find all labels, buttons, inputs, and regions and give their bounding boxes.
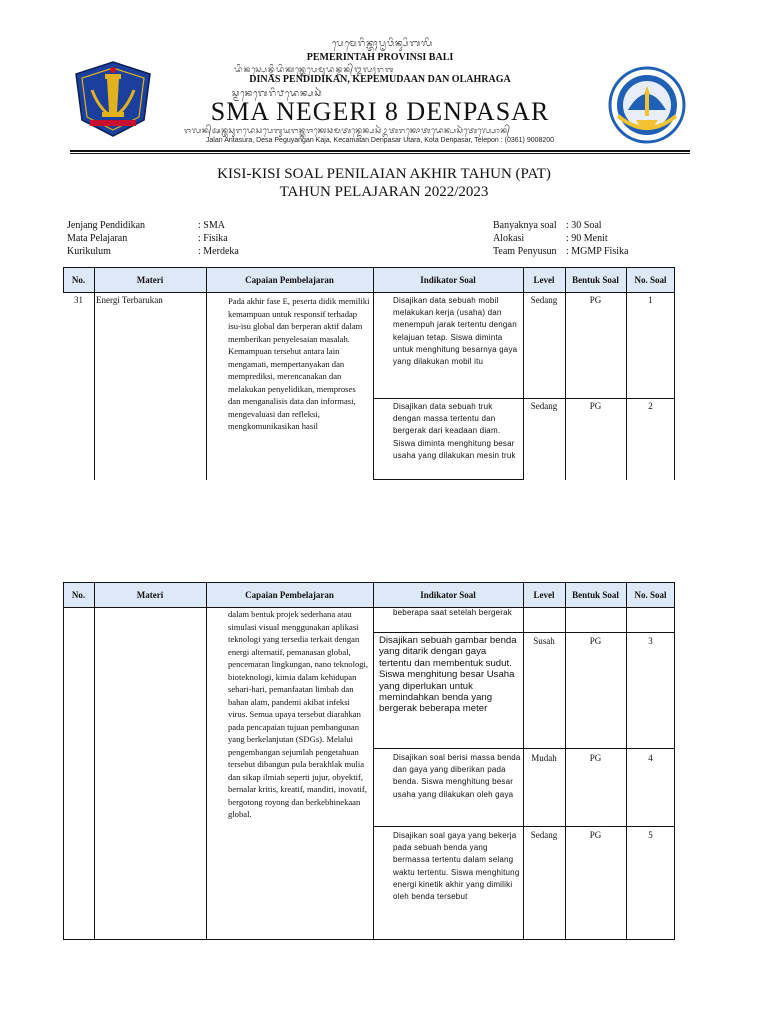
header-bentuk: Bentuk Soal bbox=[572, 589, 619, 600]
indikator-cell-3: Disajikan sebuah gambar benda yang ditarik dengan gaya tertentu dan membentuk sudut. Siswa menghitung besar Usaha yang diperlukan untuk memindahkan benda yang bergerak beberapa meter bbox=[379, 635, 517, 715]
grid-line bbox=[626, 267, 627, 480]
no-soal-cell-5: 5 bbox=[648, 830, 653, 840]
level-cell-5: Sedang bbox=[530, 830, 558, 840]
grid-line bbox=[94, 267, 95, 480]
indikator-cell-2: Disajikan data sebuah truk dengan massa tertentu dan bergerak dari keadaan diam. Siswa diminta menghitung besar usaha yang dilakukan mesin truk bbox=[393, 402, 516, 460]
meta-banyak-label: Banyaknya soal bbox=[493, 220, 557, 231]
balinese-script-line-2: ᬤᬶᬦᬲ᭄ᬧᬾᬦ᭄ᬤᬶᬤᬶᬓᬦ᭄ᬓᬾᬧᬾᬫᬸᬤᬦ᭄ᬤᬦ᭄ᬑᬮᬄᬭᬕ bbox=[234, 65, 395, 74]
level-cell-4: Mudah bbox=[531, 753, 557, 763]
capaian-cell: Pada akhir fase E, peserta didik memiliki kemampuan untuk responsif terhadap isu-isu global dan berperan aktif dalam memberikan penyelesaian masalah. Kemampuan tersebut antara lain mengamati, mempertanyakan dan memprediksi, merencanakan dan melakukan penyelidikan, memproses dan menganalisis data dan informasi, mengevaluasi dan refleksi, mengkomunikasikan hasil bbox=[228, 296, 370, 431]
grid-line bbox=[523, 267, 524, 480]
header-materi: Materi bbox=[136, 589, 164, 600]
agency-name: DINAS PENDIDIKAN, KEPEMUDAAN DAN OLAHRAGA bbox=[249, 74, 511, 85]
bentuk-cell-3: PG bbox=[589, 636, 602, 646]
grid-line bbox=[63, 582, 675, 583]
meta-team-value: : MGMP Fisika bbox=[566, 246, 629, 257]
kisi-kisi-table-1 bbox=[63, 267, 675, 480]
document-title: KISI-KISI SOAL PENILAIAN AKHIR TAHUN (PAT) bbox=[217, 166, 551, 182]
indikator-cell-1: Disajikan data sebuah mobil melakukan kerja (usaha) dan menempuh jarak tertentu dengan kelajuan tetap. Siswa diminta untuk menghitung besarnya gaya yang dilakukan mobil itu bbox=[393, 296, 518, 367]
header-indikator: Indikator Soal bbox=[420, 589, 476, 600]
indikator-cell-4: Disajikan soal berisi massa benda dan gaya yang diberikan pada benda. Siswa menghitung besar usaha yang dilakukan oleh gaya bbox=[393, 753, 521, 799]
capaian-cell: dalam bentuk projek sederhana atau simulasi visual menggunakan aplikasi teknologi yang tersedia terkait dengan energi alternatif, pemanasan global, pencemaran lingkungan, nano teknologi, bioteknologi, kimia dalam kehidupan sehari-hari, pemanfaatan limbah dan bahan alam, pandemi akibat infeksi virus. Semua upaya tersebut diarahkan pada pencapaian tujuan pembangunan yang berkelanjutan (SDGs). Melalui pengembangan sejumlah pengetahuan tersebut dibangun pula berakhlak mulia dan sikap ilmiah seperti jujur, obyektif, bernalar kritis, kreatif, mandiri, inovatif, bergotong royong dan berkebhinekaan global. bbox=[228, 609, 369, 819]
grid-line bbox=[626, 582, 627, 940]
grid-line bbox=[674, 582, 675, 940]
grid-line bbox=[565, 582, 566, 940]
header-level: Level bbox=[533, 589, 555, 600]
bentuk-cell-4: PG bbox=[589, 753, 602, 763]
header-capaian: Capaian Pembelajaran bbox=[245, 274, 334, 285]
school-name: SMA NEGERI 8 DENPASAR bbox=[210, 97, 550, 126]
header-no: No. bbox=[71, 274, 86, 285]
document-subtitle: TAHUN PELAJARAN 2022/2023 bbox=[279, 184, 489, 200]
grid-line bbox=[373, 632, 675, 633]
no-soal-cell-1: 1 bbox=[648, 295, 653, 305]
meta-banyak-value: : 30 Soal bbox=[566, 220, 602, 231]
grid-line bbox=[206, 582, 207, 940]
grid-line bbox=[523, 582, 524, 940]
header-level: Level bbox=[533, 274, 555, 285]
materi-cell: Energi Terbarukan bbox=[96, 295, 163, 305]
meta-jenjang-value: : SMA bbox=[198, 220, 225, 231]
letterhead-divider-thin bbox=[70, 153, 690, 154]
grid-line bbox=[565, 267, 566, 480]
grid-line bbox=[63, 939, 675, 940]
bentuk-cell-2: PG bbox=[589, 401, 602, 411]
grid-line bbox=[206, 267, 207, 480]
grid-line bbox=[373, 582, 374, 940]
no-soal-cell-3: 3 bbox=[648, 636, 653, 646]
header-materi: Materi bbox=[136, 274, 164, 285]
meta-jenjang-label: Jenjang Pendidikan bbox=[67, 220, 146, 231]
grid-line bbox=[373, 748, 675, 749]
level-cell-2: Sedang bbox=[530, 401, 558, 411]
letterhead-divider bbox=[70, 150, 690, 152]
meta-kurikulum-label: Kurikulum bbox=[67, 246, 111, 257]
balinese-script-line-3: ᬲ᭄ᬫᬦᬾᬕᬾᬭᬶ᭘ᬤᬾᬦ᭄ᬧᬲᬃ bbox=[232, 89, 323, 99]
meta-mapel-label: Mata Pelajaran bbox=[67, 233, 128, 244]
grid-line bbox=[63, 267, 675, 268]
indikator-continued-cell: beberapa saat setelah bergerak bbox=[393, 608, 512, 617]
grid-line bbox=[373, 267, 374, 480]
header-no-soal: No. Soal bbox=[634, 274, 667, 285]
school-address: Jalan Antasura, Desa Peguyangan Kaja, Kecamatan Denpasar Utara, Kota Denpasar, Telepon : (0361) 9008200 bbox=[205, 137, 555, 144]
header-capaian: Capaian Pembelajaran bbox=[245, 589, 334, 600]
bali-province-emblem-icon bbox=[72, 60, 154, 138]
header-no: No. bbox=[71, 589, 86, 600]
bentuk-cell-1: PG bbox=[589, 295, 602, 305]
grid-line bbox=[94, 582, 95, 940]
meta-alokasi-label: Alokasi bbox=[493, 233, 525, 244]
indikator-cell-5: Disajikan soal gaya yang bekerja pada sebuah benda yang bermassa tertentu dalam selang waktu tertentu. Siswa menghitung energi kinetik akhir yang dimiliki oleh benda tersebut bbox=[393, 831, 520, 902]
grid-line bbox=[63, 292, 675, 293]
header-indikator: Indikator Soal bbox=[420, 274, 476, 285]
grid-line bbox=[63, 267, 64, 292]
meta-kurikulum-value: : Merdeka bbox=[198, 246, 239, 257]
bentuk-cell-5: PG bbox=[589, 830, 602, 840]
balinese-script-line-4: ᬚᬮᬦ᭄ᬅᬦ᭄ᬢᬲᬸᬭᬤᬾᬲᬧᬾᬕᬸᬬᬗᬦ᭄ᬓᬚᬓᬾᬘᬫᬢᬦ᭄ᬤᬾᬦ᭄ᬧᬲᬃᬉᬢᬭᬓᭀᬢᬤᬾᬦ᭄ᬧᬲᬃᬢᬾᬮ᭄ᬧᭀᬦ᭄ bbox=[184, 126, 511, 135]
balinese-script-line-1: ᬧᬾᬫᬾᬭᬶᬦ᭄ᬢᬄᬧᬺᬯᬶᬦ᭄ᬲᬶᬩᬮᬶ bbox=[332, 39, 434, 49]
no-soal-cell-4: 4 bbox=[648, 753, 653, 763]
level-cell-1: Sedang bbox=[530, 295, 558, 305]
meta-alokasi-value: : 90 Menit bbox=[566, 233, 608, 244]
grid-line bbox=[373, 826, 675, 827]
grid-line bbox=[373, 398, 675, 399]
grid-line bbox=[63, 582, 64, 940]
level-cell-3: Susah bbox=[533, 636, 555, 646]
no-soal-cell-2: 2 bbox=[648, 401, 653, 411]
grid-line bbox=[674, 267, 675, 480]
meta-team-label: Team Penyusun bbox=[493, 246, 557, 257]
grid-line bbox=[63, 607, 675, 608]
header-no-soal: No. Soal bbox=[634, 589, 667, 600]
grid-line bbox=[373, 479, 523, 480]
government-name: PEMERINTAH PROVINSI BALI bbox=[306, 52, 454, 63]
row-number: 31 bbox=[74, 295, 83, 305]
kisi-kisi-table-2 bbox=[63, 582, 675, 940]
meta-mapel-value: : Fisika bbox=[198, 233, 228, 244]
tut-wuri-handayani-icon bbox=[606, 64, 688, 146]
header-bentuk: Bentuk Soal bbox=[572, 274, 619, 285]
